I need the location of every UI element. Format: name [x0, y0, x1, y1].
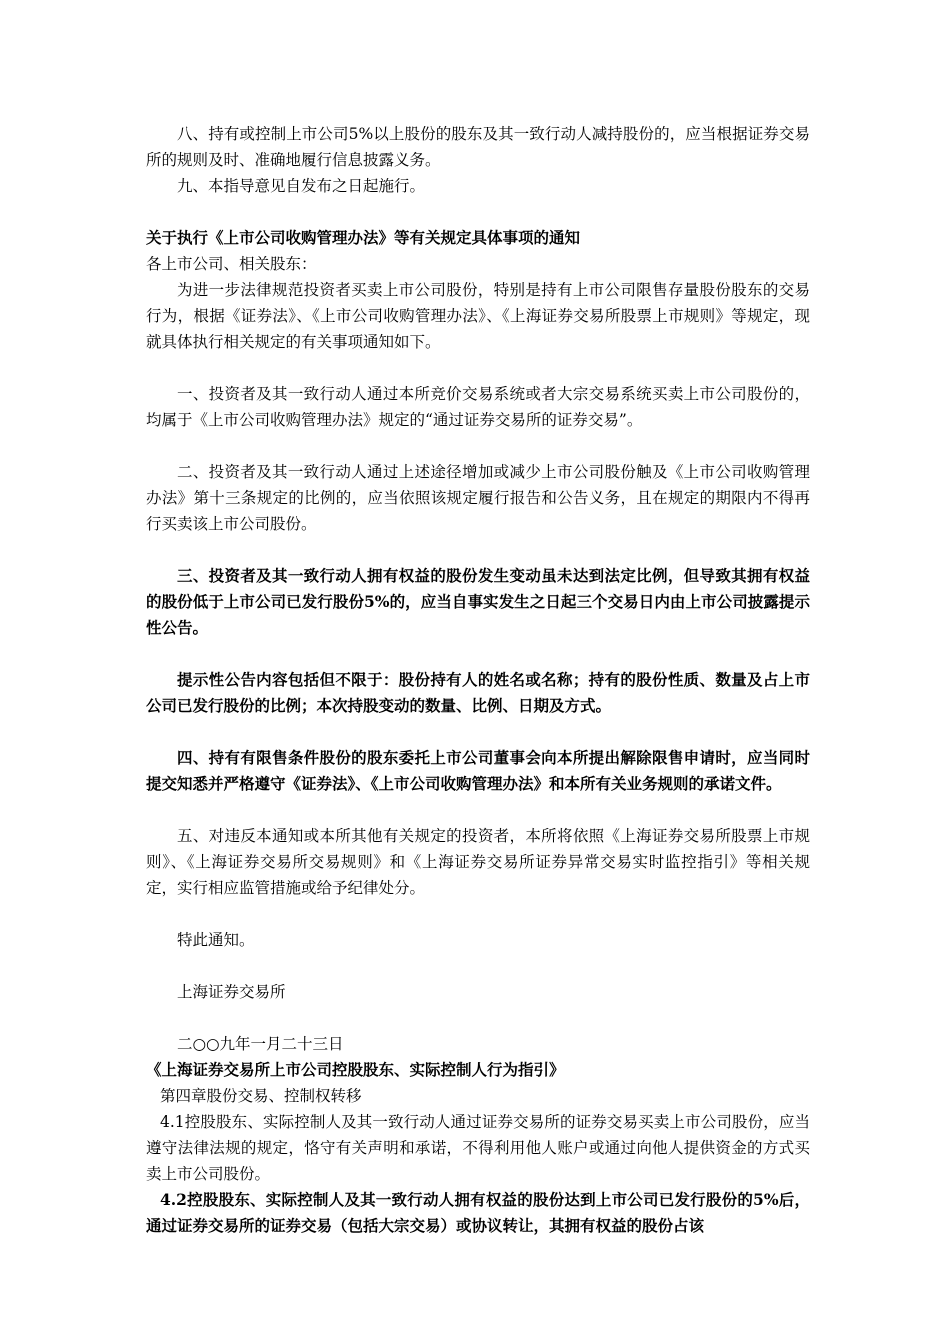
notice-intro: 为进一步法律规范投资者买卖上市公司股份，特别是持有上市公司限售存量股份股东的交易行为，根据《证券法》、《上市公司收购管理办法》、《上海证券交易所股票上市规则》等规定，现就具体执行相关规定的有关事项通知如下。 — [146, 281, 810, 351]
notice-item-three-note: 提示性公告内容包括但不限于：股份持有人的姓名或名称；持有的股份性质、数量及占上市公司已发行股份的比例；本次持股变动的数量、比例、日期及方式。 — [146, 670, 810, 715]
guide-chapter: 第四章股份交易、控制权转移 — [160, 1087, 362, 1105]
notice-item-three: 三、投资者及其一致行动人拥有权益的股份发生变动虽未达到法定比例，但导致其拥有权益的股份低于上市公司已发行股份5%的，应当自事实发生之日起三个交易日内由上市公司披露提示性公告。 — [146, 566, 810, 637]
notice-closing: 特此通知。 — [177, 931, 255, 949]
notice-issuer: 上海证券交易所 — [177, 983, 286, 1001]
notice-title: 关于执行《上市公司收购管理办法》等有关规定具体事项的通知 — [146, 228, 581, 247]
paragraph-nine: 九、本指导意见自发布之日起施行。 — [177, 177, 426, 195]
notice-item-five: 五、对违反本通知或本所其他有关规定的投资者，本所将依照《上海证券交易所股票上市规则》、《上海证券交易所交易规则》和《上海证券交易所证券异常交易实时监控指引》等相关规定，实行相应监管措施或给予纪律处分。 — [146, 827, 810, 897]
notice-date: 二○○九年一月二十三日 — [177, 1035, 344, 1053]
guide-title: 《上海证券交易所上市公司控股股东、实际控制人行为指引》 — [146, 1060, 565, 1079]
notice-item-one: 一、投资者及其一致行动人通过本所竞价交易系统或者大宗交易系统买卖上市公司股份的，均属于《上市公司收购管理办法》规定的“通过证券交易所的证券交易”。 — [146, 385, 810, 429]
notice-salutation: 各上市公司、相关股东： — [146, 255, 317, 273]
notice-item-two: 二、投资者及其一致行动人通过上述途径增加或减少上市公司股份触及《上市公司收购管理办法》第十三条规定的比例的，应当依照该规定履行报告和公告义务，且在规定的期限内不得再行买卖该上市公司股份。 — [146, 463, 810, 533]
notice-item-four: 四、持有有限售条件股份的股东委托上市公司董事会向本所提出解除限售申请时，应当同时提交知悉并严格遵守《证券法》、《上市公司收购管理办法》和本所有关业务规则的承诺文件。 — [146, 748, 810, 793]
guide-article-4-1: 4.1控股股东、实际控制人及其一致行动人通过证券交易所的证券交易买卖上市公司股份，应当遵守法律法规的规定，恪守有关声明和承诺，不得利用他人账户或通过向他人提供资金的方式买卖上市公司股份。 — [146, 1113, 810, 1183]
guide-article-4-2: 4.2控股股东、实际控制人及其一致行动人拥有权益的股份达到上市公司已发行股份的5%后，通过证券交易所的证券交易（包括大宗交易）或协议转让，其拥有权益的股份占该 — [146, 1190, 810, 1235]
paragraph-eight: 八、持有或控制上市公司5%以上股份的股东及其一致行动人减持股份的，应当根据证券交易所的规则及时、准确地履行信息披露义务。 — [146, 125, 810, 169]
document-page — [146, 121, 810, 1239]
